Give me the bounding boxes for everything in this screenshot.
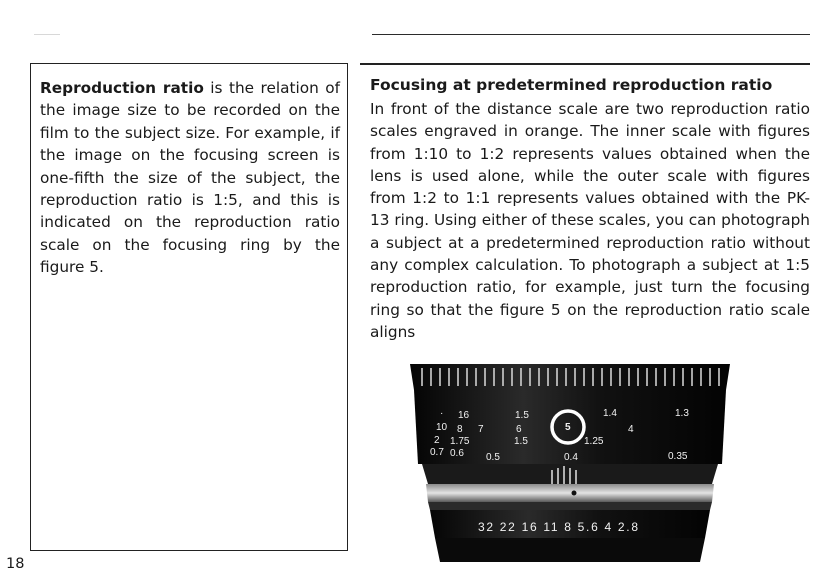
scale-label: 4 [628,424,634,435]
page-number: 18 [6,556,25,572]
scale-label: · [440,408,444,419]
scale-label: 1.25 [584,436,604,447]
top-left-mark [34,34,60,35]
scale-label: 0.7 [430,447,444,458]
chrome-ring [426,484,714,502]
note-body: is the relation of the image size to be recorded on the film to the subject size. For example, if the image on the focusing screen is one-fifth the size of the subject, the reproduction ratio is 1:5, and this is indicated on the reproduction ratio scale on the focusing ring by the figure 5. [40,79,340,277]
scale-label: 2 [434,435,440,446]
scale-label: 1.4 [603,408,617,419]
scale-label: 1.75 [450,436,470,447]
scale-label: 0.35 [668,451,688,462]
mount-ring [435,538,705,562]
body-part: with the PK-13 ring. [370,189,811,230]
section-rule [360,63,810,65]
aperture-scale: 32 22 16 11 8 5.6 4 2.8 [478,520,638,534]
scale-label: 1.5 [515,410,529,421]
note-lead: Reproduction ratio [40,79,204,97]
body-part: In front of the distance scale are two reproduction ratio scales engraved in orange. The inner scale with figures from 1:10 to 1:2 represents values obtained [370,100,810,163]
scale-label: 1.3 [675,408,689,419]
scale-label: 5 [565,422,571,433]
section-title: Focusing at predetermined reproduction ratio [370,76,773,94]
body-part: Using either of these scales, you can photograph a subject at a predetermined reproduction ratio without any complex calculation. To photograph a subject at 1:5 reproduction ratio, for example, just turn the focusing ring so that the figure 5 on the reproduction ratio scale aligns [370,211,811,341]
index-dot [572,491,577,496]
scale-label: 16 [458,410,470,421]
scale-label: 0.5 [486,452,500,463]
body-part: when the lens is used alone [370,144,810,185]
body-part: , while the outer scale with figures from 1:2 to 1:1 represents values obtained [370,166,810,208]
scale-label: 8 [457,424,463,435]
knurl-ring [428,502,712,510]
reproduction-ratio-note [30,63,348,551]
scale-label: 1.5 [514,436,528,447]
section-body [370,98,810,343]
note-paragraph [40,77,340,279]
scale-label: 0.6 [450,448,464,459]
top-rule [372,34,810,35]
scale-label: 6 [516,424,522,435]
scale-label: 10 [436,422,448,433]
lens-photo [400,356,740,562]
scale-label: 7 [478,424,484,435]
scale-label: 0.4 [564,452,578,463]
